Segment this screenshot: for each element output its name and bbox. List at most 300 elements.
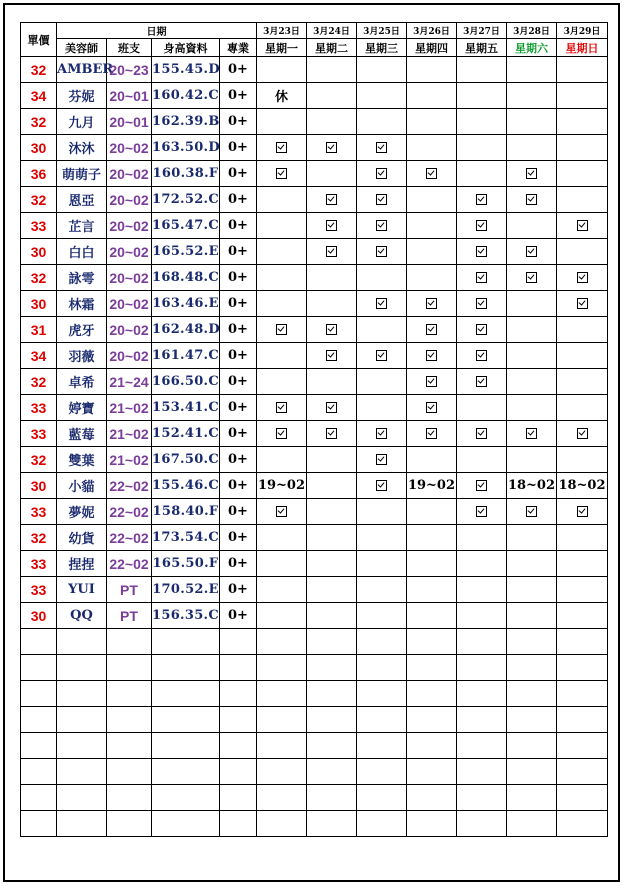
pay-cell: 33 [21, 577, 57, 603]
checkbox-checked-icon [376, 350, 387, 361]
day-cell [257, 213, 307, 239]
body-data-cell: 160.42.C [152, 83, 220, 109]
body-data-cell: 153.41.C [152, 395, 220, 421]
day-cell [557, 265, 608, 291]
class-cell: 20~02 [107, 291, 152, 317]
pay-cell: 33 [21, 421, 57, 447]
checkbox-checked-icon [276, 142, 287, 153]
table-row [21, 525, 608, 551]
day-cell [407, 343, 457, 369]
empty-cell [57, 733, 107, 759]
day-cell [407, 265, 457, 291]
spec-cell: 0+ [220, 369, 257, 395]
spec-cell: 0+ [220, 83, 257, 109]
day-cell [307, 447, 357, 473]
checkbox-checked-icon [577, 298, 588, 309]
empty-row [21, 759, 608, 785]
empty-cell [220, 629, 257, 655]
class-cell: 21~02 [107, 395, 152, 421]
checkbox-checked-icon [526, 272, 537, 283]
stylist-name: 詠雩 [57, 265, 107, 291]
checkbox-checked-icon [376, 168, 387, 179]
stylist-name: 藍莓 [57, 421, 107, 447]
day-cell [507, 525, 557, 551]
spec-cell: 0+ [220, 603, 257, 629]
class-cell: 21~02 [107, 421, 152, 447]
table-row [21, 447, 608, 473]
empty-cell [57, 629, 107, 655]
class-cell: 20~02 [107, 135, 152, 161]
day-cell [307, 317, 357, 343]
empty-cell [307, 785, 357, 811]
empty-cell [357, 655, 407, 681]
body-data-cell: 155.45.D [152, 57, 220, 83]
empty-cell [507, 733, 557, 759]
pay-cell: 32 [21, 369, 57, 395]
day-cell [507, 109, 557, 135]
empty-cell [357, 681, 407, 707]
checkbox-checked-icon [326, 324, 337, 335]
pay-header: 單價 [21, 23, 57, 57]
class-cell: 22~02 [107, 499, 152, 525]
day-cell [307, 551, 357, 577]
checkbox-checked-icon [426, 428, 437, 439]
day-cell [307, 239, 357, 265]
day-cell [407, 57, 457, 83]
empty-cell [507, 655, 557, 681]
checkbox-checked-icon [326, 142, 337, 153]
spec-cell: 0+ [220, 447, 257, 473]
day-cell [557, 187, 608, 213]
body-data-cell: 155.46.C [152, 473, 220, 499]
checkbox-checked-icon [376, 298, 387, 309]
empty-cell [220, 733, 257, 759]
class-header: 班支 [107, 39, 152, 57]
day-cell [407, 135, 457, 161]
stylist-name: 芬妮 [57, 83, 107, 109]
day-cell [457, 57, 507, 83]
checkbox-checked-icon [426, 298, 437, 309]
empty-cell [357, 707, 407, 733]
pay-cell: 30 [21, 291, 57, 317]
spec-header: 專業 [220, 39, 257, 57]
empty-cell [407, 681, 457, 707]
day-cell [557, 447, 608, 473]
empty-cell [152, 759, 220, 785]
day-cell [557, 369, 608, 395]
day-cell [457, 135, 507, 161]
empty-cell [220, 785, 257, 811]
stylist-name: 雙葉 [57, 447, 107, 473]
body-data-cell: 163.46.E [152, 291, 220, 317]
day-cell: 19~02 [257, 473, 307, 499]
day-cell [357, 499, 407, 525]
day-cell [257, 395, 307, 421]
empty-cell [457, 759, 507, 785]
empty-cell [220, 707, 257, 733]
checkbox-checked-icon [476, 428, 487, 439]
day-cell [507, 343, 557, 369]
spec-cell: 0+ [220, 473, 257, 499]
day-cell [307, 525, 357, 551]
day-cell [457, 343, 507, 369]
empty-cell [407, 759, 457, 785]
weekday-cell: 星期二 [307, 39, 357, 57]
spec-cell: 0+ [220, 317, 257, 343]
empty-cell [107, 655, 152, 681]
checkbox-checked-icon [476, 506, 487, 517]
day-cell [357, 213, 407, 239]
empty-cell [557, 707, 608, 733]
empty-cell [407, 707, 457, 733]
empty-cell [457, 811, 507, 837]
empty-cell [307, 629, 357, 655]
weekday-cell: 星期三 [357, 39, 407, 57]
checkbox-checked-icon [526, 194, 537, 205]
empty-cell [307, 707, 357, 733]
checkbox-checked-icon [577, 506, 588, 517]
empty-cell [507, 785, 557, 811]
date-header: 日期 [57, 23, 257, 39]
day-cell [557, 343, 608, 369]
day-cell [357, 395, 407, 421]
empty-cell [357, 785, 407, 811]
checkbox-checked-icon [276, 428, 287, 439]
body-data-cell: 163.50.D [152, 135, 220, 161]
day-cell [257, 343, 307, 369]
day-cell [357, 109, 407, 135]
date-cell: 3月26日 [407, 23, 457, 39]
day-cell [407, 551, 457, 577]
spec-cell: 0+ [220, 213, 257, 239]
pay-cell: 33 [21, 395, 57, 421]
table-row [21, 57, 608, 83]
table-row [21, 551, 608, 577]
day-cell [257, 525, 307, 551]
empty-cell [457, 707, 507, 733]
checkbox-checked-icon [276, 402, 287, 413]
empty-row [21, 655, 608, 681]
body-data-cell: 172.52.C [152, 187, 220, 213]
pay-cell: 32 [21, 525, 57, 551]
day-cell [257, 499, 307, 525]
day-cell [557, 161, 608, 187]
day-cell [557, 317, 608, 343]
checkbox-checked-icon [577, 272, 588, 283]
spec-cell: 0+ [220, 135, 257, 161]
pay-cell: 34 [21, 83, 57, 109]
day-cell [457, 525, 507, 551]
day-cell [257, 109, 307, 135]
body-data-cell: 165.47.C [152, 213, 220, 239]
date-cell: 3月23日 [257, 23, 307, 39]
empty-cell [107, 733, 152, 759]
day-cell [457, 161, 507, 187]
day-cell [257, 421, 307, 447]
spec-cell: 0+ [220, 291, 257, 317]
day-cell [557, 135, 608, 161]
empty-cell [357, 629, 407, 655]
day-cell [307, 421, 357, 447]
empty-cell [21, 655, 57, 681]
day-cell [307, 395, 357, 421]
empty-cell [107, 629, 152, 655]
weekday-cell: 星期四 [407, 39, 457, 57]
body-data-cell: 152.41.C [152, 421, 220, 447]
pay-cell: 30 [21, 135, 57, 161]
day-cell [457, 187, 507, 213]
day-cell [407, 291, 457, 317]
empty-cell [220, 681, 257, 707]
checkbox-checked-icon [376, 220, 387, 231]
checkbox-checked-icon [476, 480, 487, 491]
day-cell [357, 135, 407, 161]
day-cell [507, 395, 557, 421]
empty-cell [220, 655, 257, 681]
empty-cell [557, 785, 608, 811]
stylist-header: 美容師 [57, 39, 107, 57]
empty-cell [152, 785, 220, 811]
class-cell: 21~24 [107, 369, 152, 395]
empty-cell [21, 681, 57, 707]
day-cell [357, 187, 407, 213]
day-cell [357, 447, 407, 473]
class-cell: 20~23 [107, 57, 152, 83]
day-cell [307, 161, 357, 187]
day-cell [257, 239, 307, 265]
day-cell [507, 317, 557, 343]
table-row [21, 109, 608, 135]
empty-cell [220, 811, 257, 837]
day-cell [357, 525, 407, 551]
pay-cell: 33 [21, 499, 57, 525]
class-cell: 20~02 [107, 343, 152, 369]
header-row-dates [21, 23, 608, 39]
checkbox-checked-icon [276, 506, 287, 517]
checkbox-checked-icon [476, 220, 487, 231]
empty-cell [21, 759, 57, 785]
empty-cell [257, 785, 307, 811]
empty-cell [307, 759, 357, 785]
day-cell [307, 473, 357, 499]
day-cell [557, 57, 608, 83]
class-cell: 20~02 [107, 213, 152, 239]
pay-cell: 32 [21, 57, 57, 83]
day-cell: 18~02 [557, 473, 608, 499]
day-cell [557, 213, 608, 239]
pay-cell: 32 [21, 265, 57, 291]
table-row [21, 265, 608, 291]
checkbox-checked-icon [476, 324, 487, 335]
day-cell [557, 499, 608, 525]
empty-cell [507, 629, 557, 655]
day-cell [257, 369, 307, 395]
spec-cell: 0+ [220, 265, 257, 291]
empty-cell [57, 707, 107, 733]
day-cell [457, 83, 507, 109]
body-data-cell: 160.38.F [152, 161, 220, 187]
day-cell [357, 239, 407, 265]
empty-cell [407, 733, 457, 759]
checkbox-checked-icon [326, 428, 337, 439]
table-row [21, 317, 608, 343]
empty-cell [107, 707, 152, 733]
day-cell [307, 213, 357, 239]
weekday-cell: 星期一 [257, 39, 307, 57]
day-cell [307, 603, 357, 629]
stylist-name: 羽薇 [57, 343, 107, 369]
checkbox-checked-icon [376, 246, 387, 257]
class-cell: 22~02 [107, 473, 152, 499]
empty-cell [21, 629, 57, 655]
day-cell [357, 291, 407, 317]
day-cell [357, 369, 407, 395]
day-cell [307, 577, 357, 603]
day-cell [507, 213, 557, 239]
empty-cell [407, 785, 457, 811]
day-cell [257, 317, 307, 343]
class-cell: 22~02 [107, 551, 152, 577]
checkbox-checked-icon [476, 298, 487, 309]
day-cell [457, 109, 507, 135]
day-cell [307, 57, 357, 83]
empty-cell [357, 811, 407, 837]
empty-cell [257, 811, 307, 837]
empty-cell [357, 759, 407, 785]
day-cell [557, 395, 608, 421]
checkbox-checked-icon [426, 376, 437, 387]
checkbox-checked-icon [326, 402, 337, 413]
checkbox-checked-icon [526, 246, 537, 257]
day-cell [457, 317, 507, 343]
pay-cell: 32 [21, 109, 57, 135]
day-cell [257, 161, 307, 187]
day-cell [307, 187, 357, 213]
day-cell [507, 551, 557, 577]
day-cell [357, 603, 407, 629]
day-cell [357, 161, 407, 187]
day-cell [557, 551, 608, 577]
pay-cell: 32 [21, 447, 57, 473]
empty-cell [57, 655, 107, 681]
empty-cell [152, 811, 220, 837]
pay-cell: 33 [21, 213, 57, 239]
date-cell: 3月24日 [307, 23, 357, 39]
empty-cell [307, 733, 357, 759]
day-cell [507, 603, 557, 629]
day-cell [407, 395, 457, 421]
day-cell: 18~02 [507, 473, 557, 499]
empty-cell [507, 707, 557, 733]
empty-cell [257, 629, 307, 655]
body-data-cell: 162.48.D [152, 317, 220, 343]
spec-cell: 0+ [220, 343, 257, 369]
day-cell [307, 265, 357, 291]
day-cell [457, 421, 507, 447]
stylist-name: 九月 [57, 109, 107, 135]
day-cell [407, 161, 457, 187]
table-row [21, 343, 608, 369]
table-row [21, 473, 608, 499]
empty-row [21, 681, 608, 707]
date-cell: 3月27日 [457, 23, 507, 39]
empty-row [21, 733, 608, 759]
empty-cell [557, 811, 608, 837]
class-cell: PT [107, 603, 152, 629]
class-cell: 20~01 [107, 109, 152, 135]
table-row [21, 135, 608, 161]
stylist-name: 幼貨 [57, 525, 107, 551]
empty-cell [57, 759, 107, 785]
checkbox-checked-icon [577, 220, 588, 231]
stylist-name: 小貓 [57, 473, 107, 499]
day-cell [507, 187, 557, 213]
day-cell [507, 421, 557, 447]
day-cell [507, 135, 557, 161]
empty-cell [357, 733, 407, 759]
stylist-name: 芷言 [57, 213, 107, 239]
spec-cell: 0+ [220, 161, 257, 187]
checkbox-checked-icon [476, 246, 487, 257]
day-cell [407, 369, 457, 395]
day-cell [407, 187, 457, 213]
day-cell [507, 57, 557, 83]
day-cell [357, 551, 407, 577]
day-cell [507, 239, 557, 265]
day-cell [257, 291, 307, 317]
header-row-columns [21, 39, 608, 57]
schedule-table [20, 22, 608, 837]
stylist-name: 夢妮 [57, 499, 107, 525]
checkbox-checked-icon [326, 350, 337, 361]
table-row [21, 291, 608, 317]
empty-cell [152, 629, 220, 655]
day-cell [457, 395, 507, 421]
stylist-name: 萌萌子 [57, 161, 107, 187]
day-cell [507, 291, 557, 317]
checkbox-checked-icon [376, 194, 387, 205]
checkbox-checked-icon [326, 194, 337, 205]
day-cell [357, 421, 407, 447]
day-cell [407, 525, 457, 551]
spec-cell: 0+ [220, 577, 257, 603]
day-cell [357, 57, 407, 83]
empty-cell [257, 733, 307, 759]
empty-cell [507, 811, 557, 837]
body-data-cell: 165.52.E [152, 239, 220, 265]
empty-cell [21, 785, 57, 811]
day-cell [557, 525, 608, 551]
day-cell [457, 291, 507, 317]
stylist-name: 虎牙 [57, 317, 107, 343]
checkbox-checked-icon [326, 220, 337, 231]
body-header: 身高資料 [152, 39, 220, 57]
empty-cell [457, 655, 507, 681]
table-row [21, 395, 608, 421]
date-cell: 3月29日 [557, 23, 608, 39]
table-row [21, 499, 608, 525]
empty-cell [307, 811, 357, 837]
table-row [21, 603, 608, 629]
day-cell [307, 369, 357, 395]
empty-cell [257, 655, 307, 681]
empty-cell [557, 655, 608, 681]
empty-row [21, 707, 608, 733]
checkbox-checked-icon [376, 428, 387, 439]
class-cell: 20~02 [107, 265, 152, 291]
day-cell [357, 577, 407, 603]
day-cell [507, 447, 557, 473]
